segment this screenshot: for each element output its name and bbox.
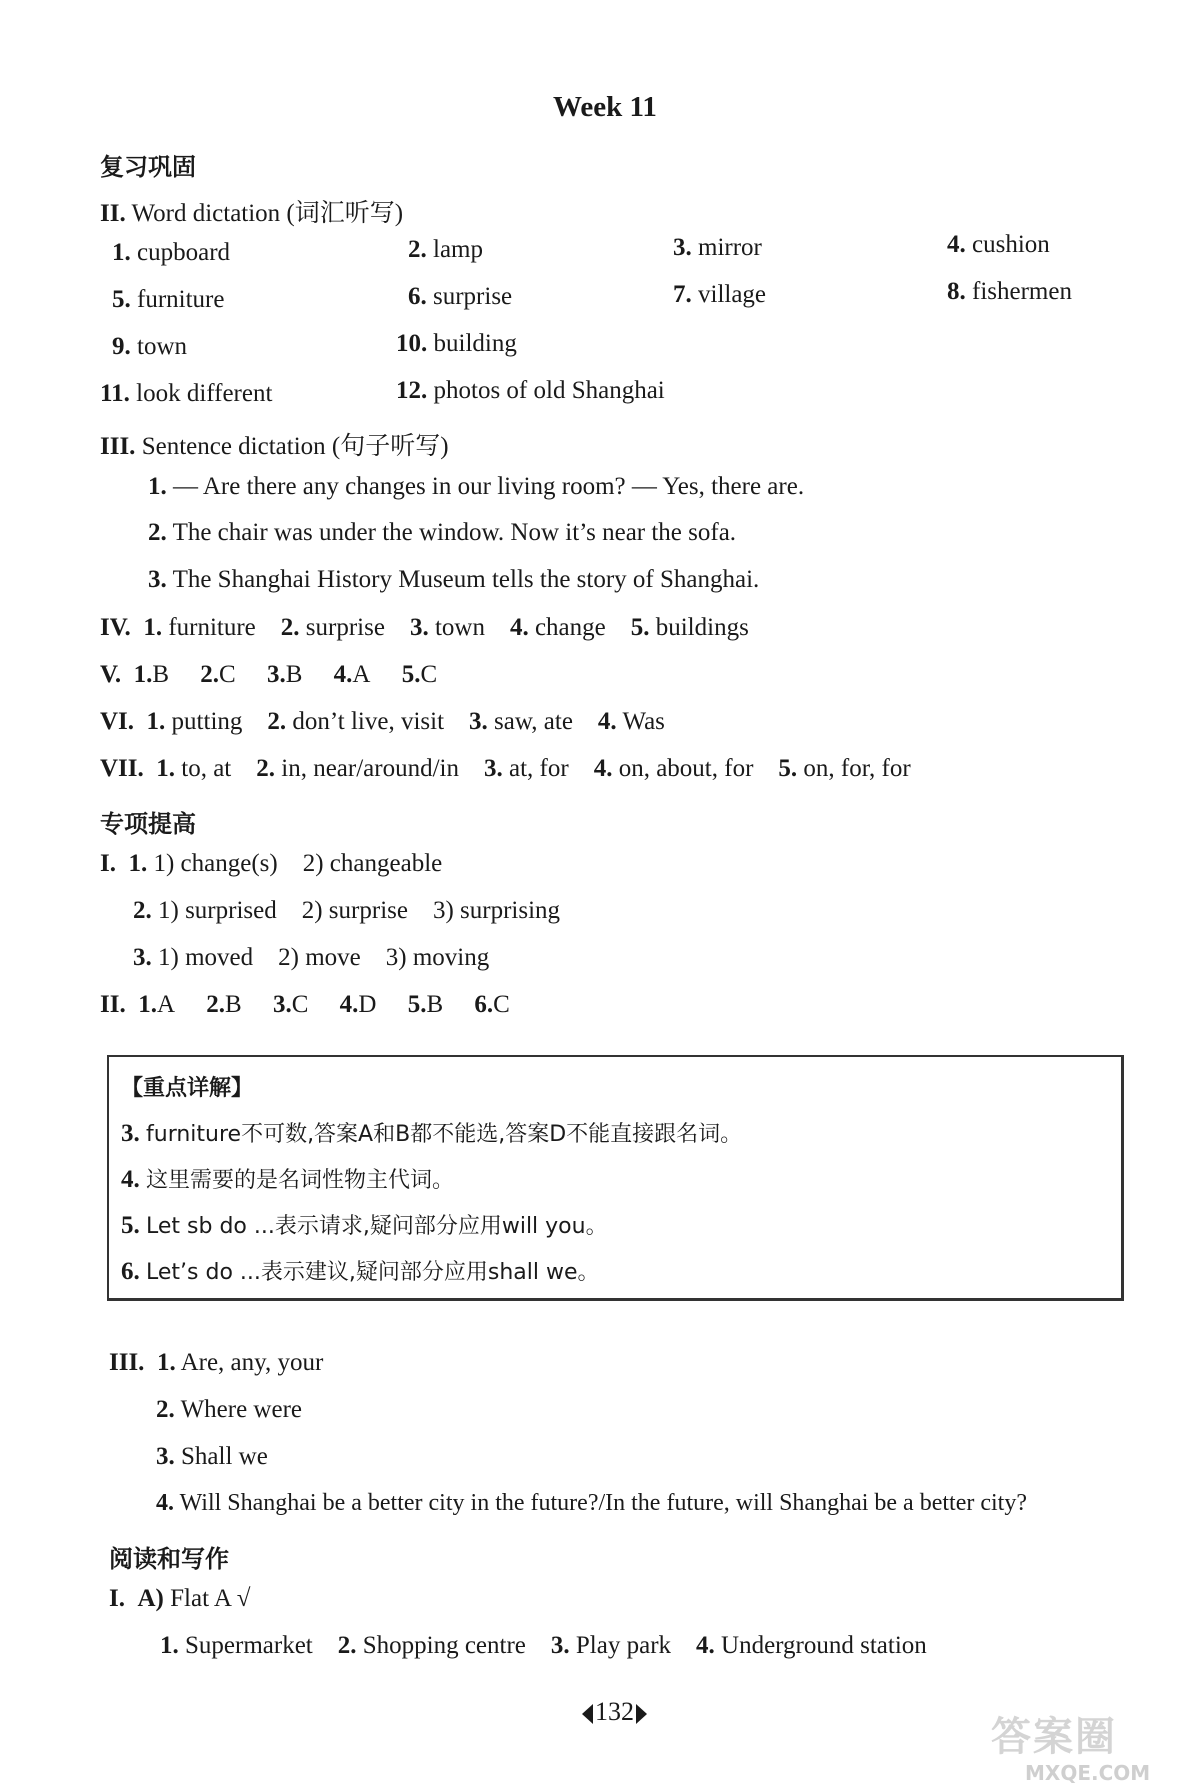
part7-row: VII. 1. to, at 2. in, near/around/in 3. at, for 4. on, about, for 5. on, for, for [100, 755, 911, 782]
watermark-logo [985, 1705, 1170, 1790]
imp1-row: 3. 1) moved 2) move 3) moving [133, 944, 490, 971]
part4-row: IV. 1. furniture 2. surprise 3. town 4. change 5. buildings [100, 614, 749, 641]
keypoint-item: 5. Let sb do ...表示请求,疑问部分应用will you。 [121, 1212, 608, 1239]
part3-number: III. [100, 433, 136, 460]
word-item: 11. look different [100, 380, 273, 407]
section-heading-improve: 专项提高 [100, 810, 196, 838]
sentence-item: 2. The chair was under the window. Now it’s near the sofa. [148, 519, 737, 546]
left-arrow-icon [582, 1704, 593, 1724]
right-arrow-icon [636, 1704, 647, 1724]
word-item: 2. lamp [408, 236, 483, 263]
imp2-row: II. 1.A 2.B 3.C 4.D 5.B 6.C [100, 991, 510, 1018]
part2-title: Word dictation (词汇听写) [131, 200, 404, 227]
section-heading-review: 复习巩固 [100, 153, 196, 181]
read1-row: I. A) Flat A √ [109, 1585, 251, 1612]
imp1-row: I. 1. 1) change(s) 2) changeable [100, 850, 443, 877]
part3-title: Sentence dictation (句子听写) [141, 433, 449, 460]
word-item: 9. town [112, 333, 187, 360]
section-heading-reading: 阅读和写作 [109, 1545, 229, 1573]
keypoints-box [107, 1055, 1124, 1301]
imp3-row: III. 1. Are, any, your [109, 1349, 324, 1376]
imp3-row: 2. Where were [156, 1396, 302, 1423]
word-item: 4. cushion [947, 231, 1050, 258]
sentence-item: 3. The Shanghai History Museum tells the story of Shanghai. [148, 566, 760, 593]
word-item: 5. furniture [112, 286, 225, 313]
imp3-row: 4. Will Shanghai be a better city in the future?/In the future, will Shanghai be a better city? [156, 1490, 1027, 1516]
part5-row: V. 1.B 2.C 3.B 4.A 5.C [100, 661, 438, 688]
word-item: 6. surprise [408, 283, 513, 310]
read1-items: 1. Supermarket 2. Shopping centre 3. Play park 4. Underground station [160, 1632, 927, 1659]
keypoint-item: 4. 这里需要的是名词性物主代词。 [121, 1166, 455, 1193]
part2-heading [100, 193, 403, 229]
keypoints-heading: 【重点详解】 [121, 1076, 254, 1101]
word-item: 7. village [673, 281, 767, 308]
watermark-text: 答案圈 [991, 1714, 1117, 1760]
imp1-row: 2. 1) surprised 2) surprise 3) surprising [133, 897, 561, 924]
word-item: 12. photos of old Shanghai [396, 377, 665, 404]
part6-row: VI. 1. putting 2. don’t live, visit 3. saw, ate 4. Was [100, 708, 665, 735]
word-item: 10. building [396, 330, 517, 357]
sentence-item: 1. — Are there any changes in our living room? — Yes, there are. [148, 473, 805, 500]
watermark-url: MXQE.COM [1025, 1761, 1151, 1785]
keypoint-item: 3. furniture不可数,答案A和B都不能选,答案D不能直接跟名词。 [121, 1120, 743, 1147]
part2-number: II. [100, 200, 126, 227]
word-item: 8. fishermen [947, 278, 1072, 305]
page-title: Week 11 [553, 91, 657, 123]
imp3-row: 3. Shall we [156, 1443, 268, 1470]
part3-heading [100, 426, 449, 462]
keypoint-item: 6. Let’s do ...表示建议,疑问部分应用shall we。 [121, 1258, 600, 1285]
page-number: 132 [582, 1697, 647, 1727]
word-item: 1. cupboard [112, 239, 231, 266]
word-item: 3. mirror [673, 234, 762, 261]
